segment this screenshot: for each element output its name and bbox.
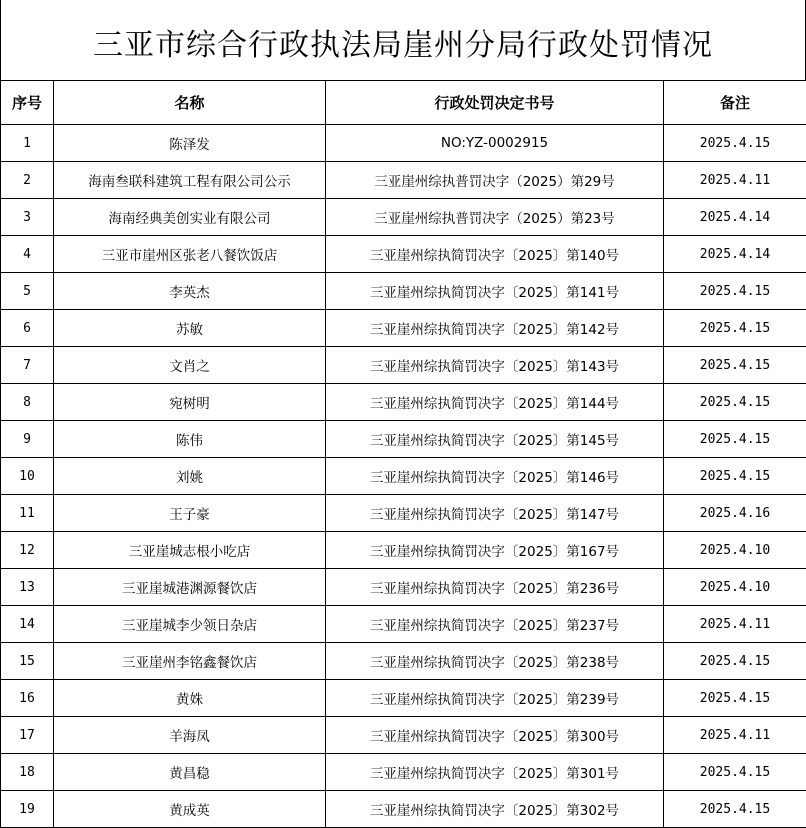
row-remark-cell: 2025.4.14	[664, 199, 806, 236]
row-remark-cell: 2025.4.11	[664, 162, 806, 199]
row-index-cell: 12	[1, 532, 54, 569]
row-index-cell: 6	[1, 310, 54, 347]
row-remark-cell: 2025.4.10	[664, 569, 806, 606]
row-index-cell: 3	[1, 199, 54, 236]
row-name-cell: 陈伟	[54, 421, 326, 458]
row-decision-no-cell: 三亚崖州综执简罚决字〔2025〕第236号	[326, 569, 664, 606]
row-name-cell: 黄成英	[54, 791, 326, 828]
table-row	[1, 125, 806, 162]
penalty-table	[0, 80, 806, 828]
row-remark-cell: 2025.4.15	[664, 125, 806, 162]
table-row	[1, 384, 806, 421]
row-decision-no-cell: 三亚崖州综执简罚决字〔2025〕第144号	[326, 384, 664, 421]
row-name-cell: 李英杰	[54, 273, 326, 310]
table-row	[1, 310, 806, 347]
row-index-cell: 8	[1, 384, 54, 421]
table-row	[1, 606, 806, 643]
table-row	[1, 421, 806, 458]
table-row	[1, 273, 806, 310]
row-index-cell: 5	[1, 273, 54, 310]
page-title: 三亚市综合行政执法局崖州分局行政处罚情况	[93, 16, 713, 64]
row-name-cell: 黄昌稳	[54, 754, 326, 791]
row-decision-no-cell: 三亚崖州综执简罚决字〔2025〕第302号	[326, 791, 664, 828]
row-name-cell: 苏敏	[54, 310, 326, 347]
row-decision-no-cell: 三亚崖州综执普罚决字（2025）第23号	[326, 199, 664, 236]
row-decision-no-cell: 三亚崖州综执简罚决字〔2025〕第239号	[326, 680, 664, 717]
row-name-cell: 王子豪	[54, 495, 326, 532]
row-name-cell: 三亚崖城志根小吃店	[54, 532, 326, 569]
row-remark-cell: 2025.4.11	[664, 606, 806, 643]
row-decision-no-cell: 三亚崖州综执普罚决字（2025）第29号	[326, 162, 664, 199]
row-index-cell: 13	[1, 569, 54, 606]
row-decision-no-cell: 三亚崖州综执简罚决字〔2025〕第145号	[326, 421, 664, 458]
row-remark-cell: 2025.4.15	[664, 680, 806, 717]
row-name-cell: 海南经典美创实业有限公司	[54, 199, 326, 236]
table-row	[1, 532, 806, 569]
row-decision-no-cell: 三亚崖州综执简罚决字〔2025〕第301号	[326, 754, 664, 791]
row-index-cell: 14	[1, 606, 54, 643]
row-index-cell: 16	[1, 680, 54, 717]
row-remark-cell: 2025.4.11	[664, 717, 806, 754]
row-remark-cell: 2025.4.15	[664, 384, 806, 421]
table-row	[1, 569, 806, 606]
table-row	[1, 680, 806, 717]
row-remark-cell: 2025.4.15	[664, 273, 806, 310]
row-name-cell: 三亚市崖州区张老八餐饮饭店	[54, 236, 326, 273]
row-decision-no-cell: 三亚崖州综执简罚决字〔2025〕第238号	[326, 643, 664, 680]
table-row	[1, 643, 806, 680]
table-row	[1, 162, 806, 199]
row-name-cell: 陈泽发	[54, 125, 326, 162]
row-name-cell: 宛树明	[54, 384, 326, 421]
row-decision-no-cell: 三亚崖州综执简罚决字〔2025〕第143号	[326, 347, 664, 384]
table-body	[1, 125, 806, 828]
row-decision-no-cell: 三亚崖州综执简罚决字〔2025〕第142号	[326, 310, 664, 347]
row-remark-cell: 2025.4.15	[664, 754, 806, 791]
row-remark-cell: 2025.4.14	[664, 236, 806, 273]
row-name-cell: 三亚崖城李少领日杂店	[54, 606, 326, 643]
row-decision-no-cell: 三亚崖州综执简罚决字〔2025〕第140号	[326, 236, 664, 273]
table-row	[1, 199, 806, 236]
header-index: 序号	[1, 81, 54, 125]
row-remark-cell: 2025.4.15	[664, 310, 806, 347]
row-decision-no-cell: NO:YZ-0002915	[326, 125, 664, 162]
header-decision-no: 行政处罚决定书号	[326, 81, 664, 125]
table-row	[1, 495, 806, 532]
row-index-cell: 11	[1, 495, 54, 532]
row-remark-cell: 2025.4.10	[664, 532, 806, 569]
table-row	[1, 791, 806, 828]
row-remark-cell: 2025.4.15	[664, 458, 806, 495]
row-decision-no-cell: 三亚崖州综执简罚决字〔2025〕第146号	[326, 458, 664, 495]
row-decision-no-cell: 三亚崖州综执简罚决字〔2025〕第237号	[326, 606, 664, 643]
table-row	[1, 347, 806, 384]
row-remark-cell: 2025.4.15	[664, 421, 806, 458]
row-decision-no-cell: 三亚崖州综执简罚决字〔2025〕第147号	[326, 495, 664, 532]
row-index-cell: 15	[1, 643, 54, 680]
row-remark-cell: 2025.4.16	[664, 495, 806, 532]
header-name: 名称	[54, 81, 326, 125]
row-decision-no-cell: 三亚崖州综执简罚决字〔2025〕第300号	[326, 717, 664, 754]
row-name-cell: 三亚崖州李铭鑫餐饮店	[54, 643, 326, 680]
row-index-cell: 4	[1, 236, 54, 273]
row-remark-cell: 2025.4.15	[664, 791, 806, 828]
row-name-cell: 三亚崖城港渊源餐饮店	[54, 569, 326, 606]
row-index-cell: 17	[1, 717, 54, 754]
row-index-cell: 19	[1, 791, 54, 828]
row-index-cell: 1	[1, 125, 54, 162]
table-row	[1, 236, 806, 273]
row-index-cell: 10	[1, 458, 54, 495]
row-name-cell: 海南叁联科建筑工程有限公司公示	[54, 162, 326, 199]
row-name-cell: 羊海凤	[54, 717, 326, 754]
row-index-cell: 18	[1, 754, 54, 791]
header-row	[1, 81, 806, 125]
row-decision-no-cell: 三亚崖州综执简罚决字〔2025〕第141号	[326, 273, 664, 310]
row-index-cell: 7	[1, 347, 54, 384]
header-remark: 备注	[664, 81, 806, 125]
row-index-cell: 2	[1, 162, 54, 199]
table-row	[1, 458, 806, 495]
table-row	[1, 754, 806, 791]
title-row	[0, 0, 806, 80]
table-row	[1, 717, 806, 754]
row-remark-cell: 2025.4.15	[664, 347, 806, 384]
row-name-cell: 文肖之	[54, 347, 326, 384]
row-name-cell: 黄姝	[54, 680, 326, 717]
row-remark-cell: 2025.4.15	[664, 643, 806, 680]
row-name-cell: 刘姚	[54, 458, 326, 495]
row-index-cell: 9	[1, 421, 54, 458]
row-decision-no-cell: 三亚崖州综执简罚决字〔2025〕第167号	[326, 532, 664, 569]
